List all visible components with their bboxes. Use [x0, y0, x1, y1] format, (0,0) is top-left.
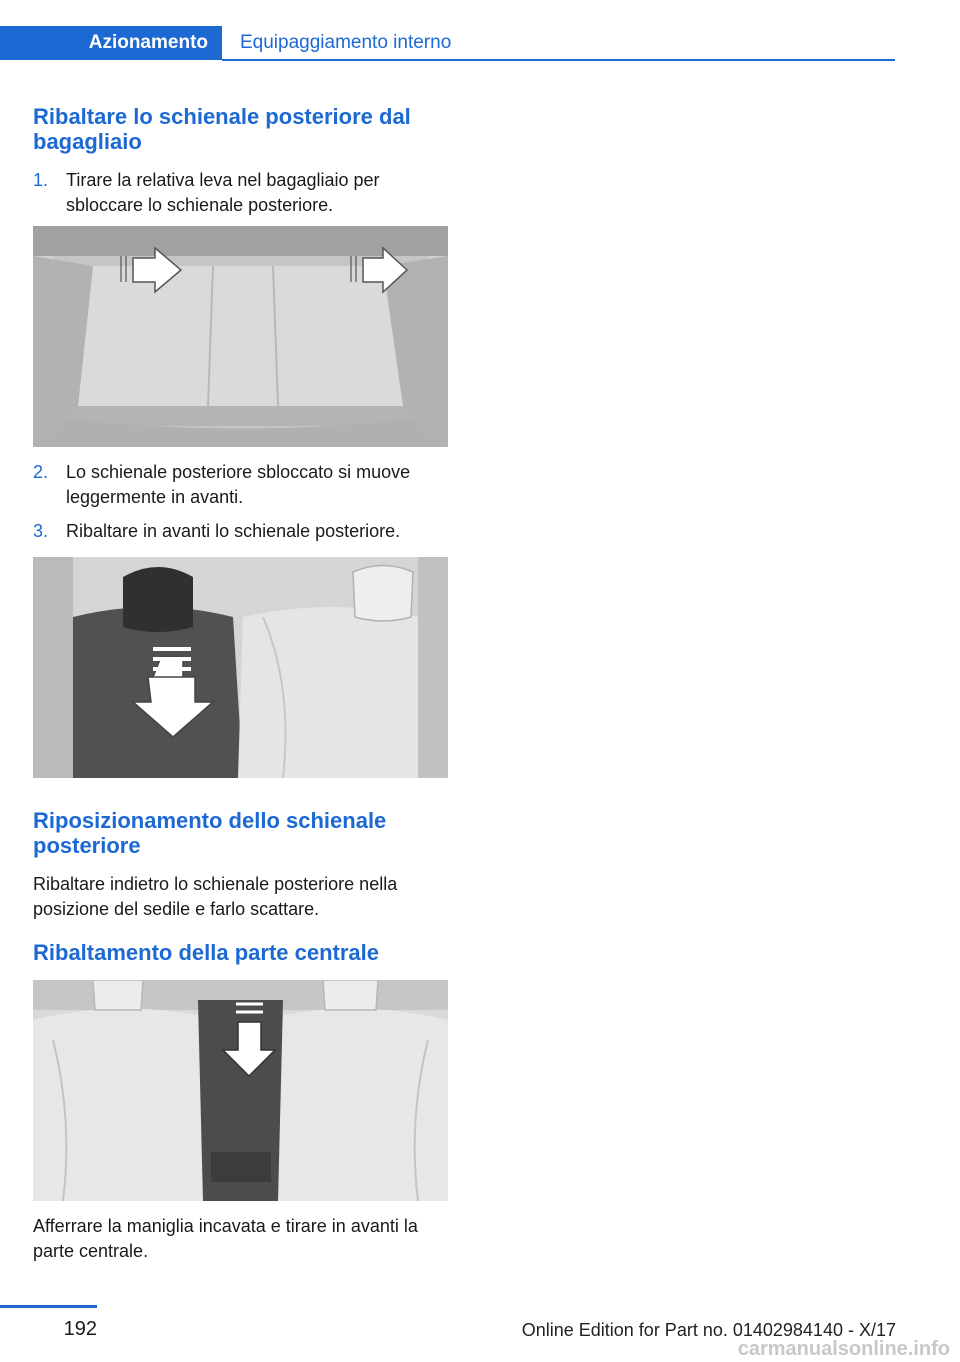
page-number: 192 — [63, 1318, 97, 1340]
step-number: 3. — [33, 521, 49, 541]
seat-fold-figure — [33, 557, 448, 778]
edition-label: Online Edition for Part no. 01402984140 - X/17 — [521, 1320, 896, 1340]
step-text: Lo schienale posteriore sbloccato si muove leggermente in avanti. — [66, 462, 411, 507]
body-text: Ribaltare indietro lo schienale posteriore nella posizione del sedile e farlo scattare. — [33, 874, 398, 919]
step-text: Ribaltare in avanti lo schienale posteriore. — [66, 521, 401, 541]
steps-continued — [33, 460, 449, 544]
subsection-tab[interactable]: Equipaggiamento interno — [240, 32, 452, 53]
step-2 — [33, 460, 449, 510]
section-title: Riposizionamento dello schienale posteriore — [33, 808, 387, 858]
section-trunk-release — [33, 104, 449, 218]
step-text: Tirare la relativa leva nel bagagliaio per sbloccare lo schienale posteriore. — [66, 170, 380, 215]
body-text: Afferrare la maniglia incavata e tirare in avanti la parte centrale. — [33, 1216, 418, 1261]
section-reposition — [33, 808, 449, 922]
footer-rule — [0, 1305, 97, 1308]
section-centre-fold — [33, 940, 449, 965]
trunk-lever-figure — [33, 226, 448, 447]
step-number: 2. — [33, 462, 49, 482]
step-3 — [33, 519, 449, 544]
watermark: carmanualsonline.info — [737, 1338, 950, 1360]
header-rule — [222, 59, 895, 61]
step-number: 1. — [33, 170, 49, 190]
section-centre-text — [33, 1214, 449, 1264]
step-1 — [33, 168, 449, 218]
section-title: Ribaltamento della parte centrale — [33, 940, 379, 965]
centre-fold-figure — [33, 980, 448, 1201]
section-tab[interactable]: Azionamento — [0, 26, 222, 60]
section-title: Ribaltare lo schienale posteriore dal bagagliaio — [33, 104, 411, 154]
page-header — [0, 26, 895, 62]
